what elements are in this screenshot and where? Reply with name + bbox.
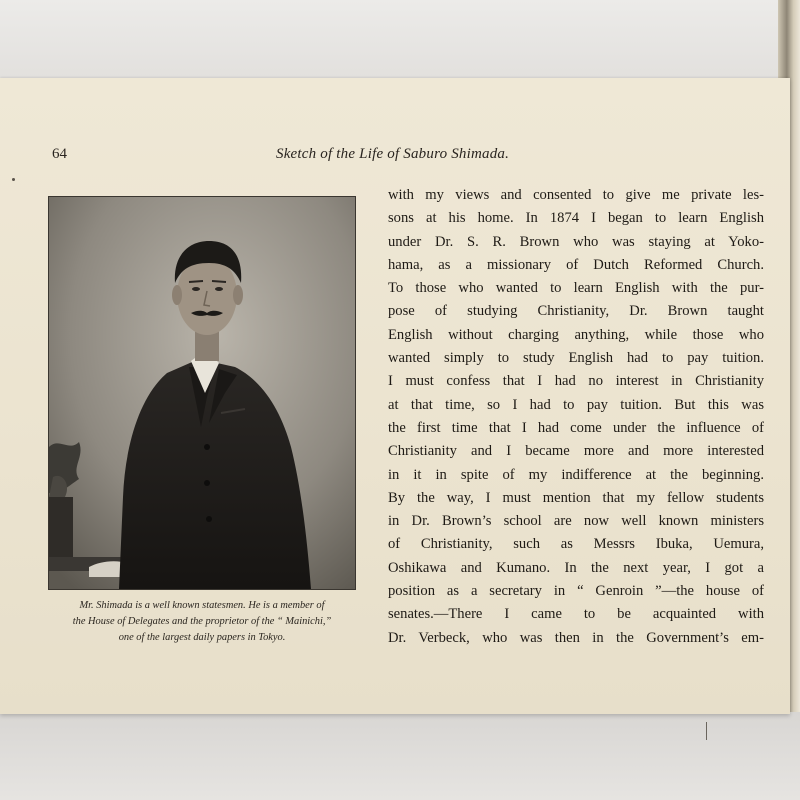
text-line: in it in spite of my indifference at the beginning. — [388, 466, 764, 483]
text-line: wanted simply to study English had to pay tuition. — [388, 350, 764, 367]
text-line: English without charging anything, while those who — [388, 326, 764, 343]
text-line: the first time that I had come under the influence of — [388, 419, 764, 436]
table-surface-top — [0, 0, 800, 80]
text-line: with my views and consented to give me private les- — [388, 187, 764, 203]
caption-line: the House of Delegates and the proprietor of the “ Mainichi,” — [72, 616, 332, 627]
table-surface-bottom — [0, 712, 800, 800]
text-line: at that time, so I had to pay tuition. But this was — [388, 396, 764, 413]
page-number: 64 — [52, 146, 67, 162]
text-line: Dr. Verbeck, who was then in the Government’s em- — [388, 629, 764, 646]
text-line: under Dr. S. R. Brown who was staying at Yoko- — [388, 233, 764, 250]
body-text — [388, 184, 764, 650]
text-line: I must confess that I had no interest in Christianity — [388, 373, 764, 390]
caption-line: Mr. Shimada is a well known statesmen. He is a member of — [79, 600, 325, 611]
text-line: of Christianity, such as Messrs Ibuka, Uemura, — [388, 536, 764, 553]
caption-line: one of the largest daily papers in Tokyo. — [118, 632, 286, 643]
portrait-illustration — [49, 197, 355, 589]
text-line: Oshikawa and Kumano. In the next year, I got a — [388, 559, 764, 576]
text-line: in Dr. Brown’s school are now well known ministers — [388, 513, 764, 530]
text-line: To those who wanted to learn English with the pur- — [388, 280, 764, 297]
page-tick-mark — [706, 722, 707, 740]
text-line: pose of studying Christianity, Dr. Brown taught — [388, 303, 764, 320]
text-line: Christianity and I became more and more interested — [388, 443, 764, 460]
text-line: hama, as a missionary of Dutch Reformed Church. — [388, 256, 764, 273]
running-head: Sketch of the Life of Saburo Shimada. — [276, 146, 510, 162]
text-line: By the way, I must mention that my fellow students — [388, 489, 764, 506]
text-line: position as a secretary in “ Genroin ”—the house of — [388, 583, 764, 600]
portrait-photograph — [48, 196, 356, 590]
text-line: senates.—There I came to be acquainted with — [388, 606, 764, 623]
text-line: sons at his home. In 1874 I began to learn English — [388, 210, 764, 227]
figure-caption — [22, 598, 382, 646]
print-speck — [12, 178, 15, 181]
